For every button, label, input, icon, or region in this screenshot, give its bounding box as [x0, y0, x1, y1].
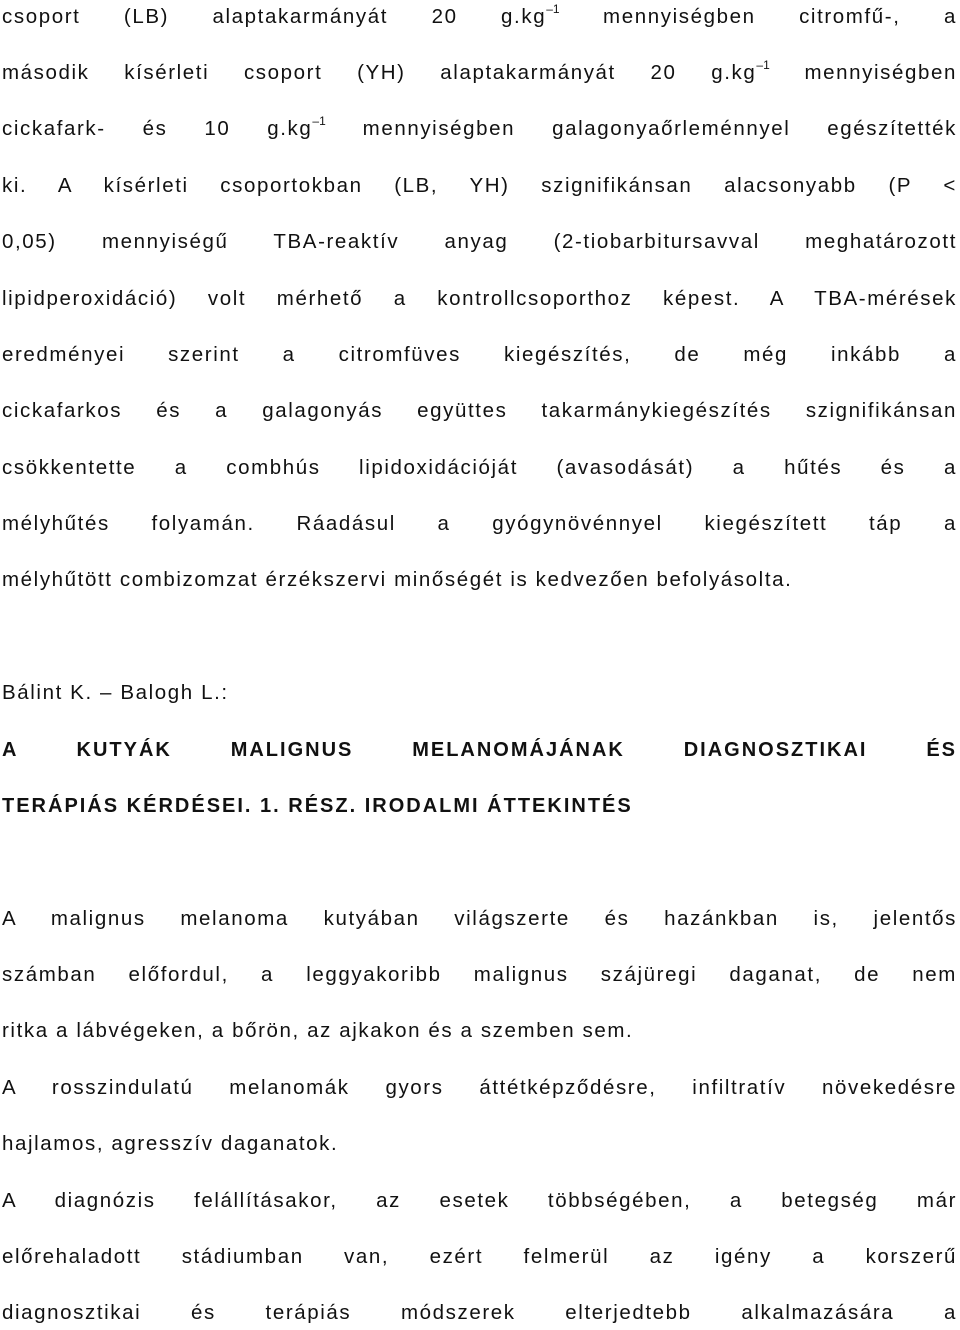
paragraph-line-4: ki. A kísérleti csoportokban (LB, YH) szignifikánsan alacsonyabb (P <	[2, 174, 957, 197]
paragraph-line-2	[2, 59, 957, 87]
article-title-line-2: TERÁPIÁS KÉRDÉSEI. 1. RÉSZ. IRODALMI ÁTTEKINTÉS	[2, 795, 633, 817]
superscript: –1	[546, 2, 560, 17]
body-line-3: ritka a lábvégeken, a bőrön, az ajkakon és a szemben sem.	[2, 1019, 634, 1042]
paragraph-line-6: lipidperoxidáció) volt mérhető a kontrollcsoporthoz képest. A TBA-mérések	[2, 287, 957, 310]
text-segment: csoport (LB) alaptakarmányát 20 g.kg	[2, 5, 547, 28]
text-segment: mennyiségben citromfű-, a	[559, 5, 957, 28]
superscript: –1	[312, 114, 326, 129]
article-authors: Bálint K. – Balogh L.:	[2, 681, 229, 704]
text-segment: mennyiségben	[769, 61, 957, 84]
body-line-5: hajlamos, agresszív daganatok.	[2, 1132, 339, 1155]
paragraph-line-8: cickafarkos és a galagonyás együttes takarmánykiegészítés szignifikánsan	[2, 399, 957, 422]
paragraph-line-5: 0,05) mennyiségű TBA-reaktív anyag (2-tiobarbitursavval meghatározott	[2, 230, 957, 253]
text-segment: cickafark- és 10 g.kg	[2, 117, 313, 140]
paragraph-line-1	[2, 3, 957, 31]
article-title-line-1: A KUTYÁK MALIGNUS MELANOMÁJÁNAK DIAGNOSZTIKAI ÉS	[2, 739, 957, 761]
body-line-8: diagnosztikai és terápiás módszerek elterjedtebb alkalmazására a	[2, 1301, 957, 1324]
body-line-2: számban előfordul, a leggyakoribb malignus szájüregi daganat, de nem	[2, 963, 957, 986]
text-segment: második kísérleti csoport (YH) alaptakarmányát 20 g.kg	[2, 61, 757, 84]
body-line-1: A malignus melanoma kutyában világszerte és hazánkban is, jelentős	[2, 907, 957, 930]
body-line-6: A diagnózis felállításakor, az esetek többségében, a betegség már	[2, 1189, 957, 1212]
paragraph-line-7: eredményei szerint a citromfüves kiegészítés, de még inkább a	[2, 343, 957, 366]
paragraph-line-10: mélyhűtés folyamán. Ráadásul a gyógynövénnyel kiegészített táp a	[2, 512, 957, 535]
superscript: –1	[756, 58, 770, 73]
body-line-4: A rosszindulatú melanomák gyors áttétképződésre, infiltratív növekedésre	[2, 1076, 957, 1099]
paragraph-line-11: mélyhűtött combizomzat érzékszervi minőségét is kedvezően befolyásolta.	[2, 568, 793, 591]
paragraph-line-9: csökkentette a combhús lipidoxidációját (avasodását) a hűtés és a	[2, 456, 957, 479]
paragraph-line-3	[2, 115, 957, 143]
text-segment: mennyiségben galagonyaőrleménnyel egészítették	[325, 117, 957, 140]
body-line-7: előrehaladott stádiumban van, ezért felmerül az igény a korszerű	[2, 1245, 957, 1268]
